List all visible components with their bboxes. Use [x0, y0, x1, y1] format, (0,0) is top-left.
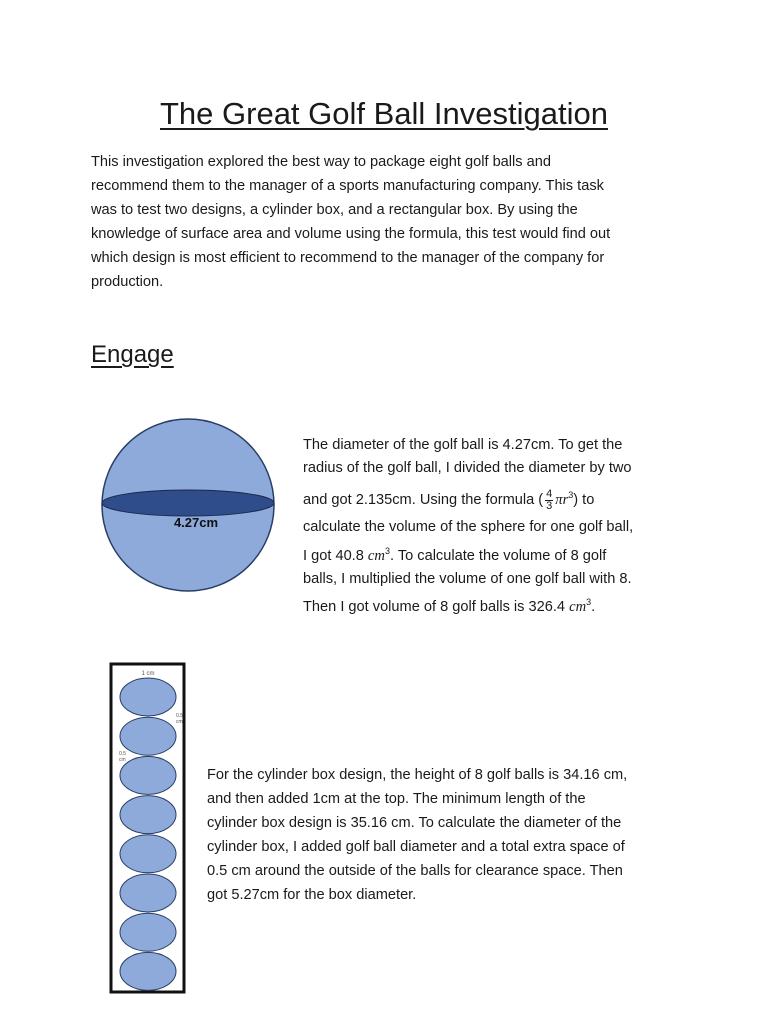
intro-line: knowledge of surface area and volume using the formula, this test would find out [91, 226, 611, 242]
golf-ball [120, 756, 176, 794]
intro-line: which design is most efficient to recommend to the manager of the company for [91, 250, 605, 266]
sphere-paragraph [303, 434, 683, 619]
golf-ball [120, 796, 176, 834]
intro-line: was to test two designs, a cylinder box, and a rectangular box. By using the [91, 202, 578, 218]
sphere-line: I got 40.8 $cm^3$. To calculate the volume of 8 golf [303, 545, 607, 564]
intro-paragraph [91, 150, 681, 294]
golf-ball [120, 874, 176, 912]
sphere-line: calculate the volume of the sphere for one golf ball, [303, 519, 634, 536]
cylinder-line: 0.5 cm around the outside of the balls for clearance space. Then [207, 863, 623, 879]
intro-line: This investigation explored the best way to package eight golf balls and [91, 154, 551, 170]
cylinder-side-label-right-unit: cm [176, 719, 183, 725]
cylinder-line: got 5.27cm for the box diameter. [207, 887, 417, 903]
cylinder-line: cylinder box, I added golf ball diameter and a total extra space of [207, 839, 625, 855]
golf-ball [120, 952, 176, 990]
intro-line: production. [91, 274, 164, 290]
golf-ball-sphere-diagram [98, 405, 288, 605]
formula-fraction: $\frac{4}{3}$ [546, 487, 553, 512]
sphere-line: balls, I multiplied the volume of one golf ball with 8. [303, 570, 632, 587]
cylinder-box-diagram [106, 660, 198, 996]
cylinder-side-label-left: 0.5 [119, 751, 126, 757]
cylinder-top-label: 1 cm [141, 671, 155, 677]
golf-ball [120, 913, 176, 951]
golf-ball [120, 717, 176, 755]
sphere-line: Then I got volume of 8 golf balls is 326.4 $cm^3$. [303, 596, 596, 615]
sphere-line-formula: and got 2.135cm. Using the formula ( $\frac{4}{3}$ $\pi r^3$) to [303, 487, 595, 512]
cylinder-line: cylinder box design is 35.16 cm. To calculate the diameter of the [207, 815, 622, 831]
cylinder-line: and then added 1cm at the top. The minimum length of the [207, 791, 586, 807]
sphere-line: The diameter of the golf ball is 4.27cm. To get the [303, 437, 623, 453]
cylinder-line: For the cylinder box design, the height of 8 golf balls is 34.16 cm, [207, 767, 628, 783]
formula-pi: π [555, 492, 563, 509]
cylinder-side-label-left-unit: cm [119, 757, 126, 763]
cylinder-paragraph [207, 763, 677, 907]
golf-ball [120, 678, 176, 716]
sphere-equator-band [102, 490, 274, 516]
document-title: The Great Golf Ball Investigation [159, 96, 608, 131]
sphere-diameter-label: 4.27cm [173, 515, 219, 530]
formula-r: r [562, 492, 569, 509]
golf-ball [120, 835, 176, 873]
sphere-line: radius of the golf ball, I divided the diameter by two [303, 460, 632, 477]
cylinder-side-label-right: 0.5 [176, 713, 183, 719]
intro-line: recommend them to the manager of a sports manufacturing company. This task [91, 178, 604, 194]
formula-exponent: 3 [568, 490, 574, 501]
section-heading-engage: Engage [91, 341, 174, 368]
